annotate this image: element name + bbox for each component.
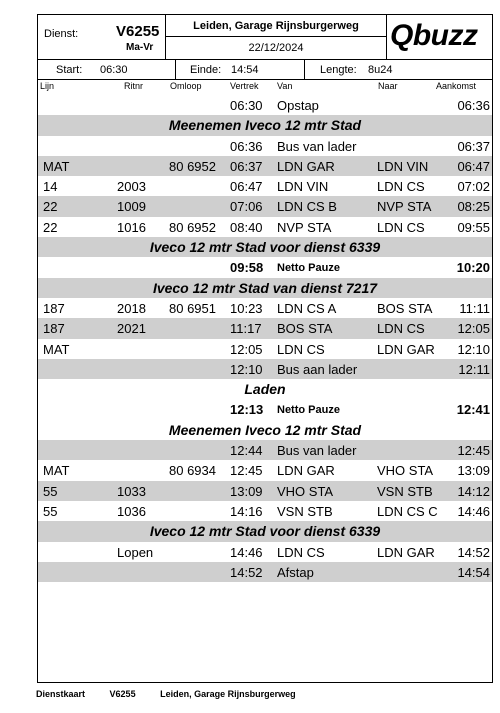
cell-naar: BOS STA	[377, 300, 433, 316]
col-van: Van	[277, 81, 293, 91]
cell-omloop: 80 6952	[169, 219, 216, 235]
cell-van: VHO STA	[277, 483, 334, 499]
cell-lijn: 22	[43, 219, 58, 235]
cell-ritnr: 1009	[117, 199, 146, 215]
divider	[304, 60, 305, 79]
cell-van: Opstap	[277, 98, 319, 113]
pause-row	[38, 399, 492, 419]
cell-van: BOS STA	[277, 321, 333, 337]
cell-van: VSN STB	[277, 503, 333, 519]
banner-text: Meenemen Iveco 12 mtr Stad	[168, 421, 362, 438]
section-banner	[38, 379, 492, 399]
table-row	[38, 339, 492, 359]
cell-vertrek: 13:09	[230, 483, 263, 499]
cell-vertrek: 14:46	[230, 544, 263, 560]
footer-label: Dienstkaart	[36, 689, 86, 699]
cell-vertrek: 12:13	[230, 402, 264, 418]
table-row	[38, 176, 492, 196]
length: 8u24	[368, 64, 393, 76]
cell-aankomst: 12:10	[457, 341, 490, 357]
cell-aankomst: 12:05	[457, 321, 490, 337]
cell-ritnr: 1036	[117, 503, 146, 519]
cell-lijn: 55	[43, 483, 58, 499]
length-label: Lengte:	[320, 64, 357, 76]
cell-vertrek: 12:44	[230, 443, 263, 459]
cell-van: LDN CS	[277, 544, 325, 560]
times-bar	[38, 60, 492, 80]
table-row	[38, 542, 492, 562]
cell-aankomst: 12:11	[458, 361, 490, 377]
cell-vertrek: 08:40	[230, 219, 263, 235]
banner-text: Iveco 12 mtr Stad van dienst 7217	[152, 279, 378, 296]
cell-aankomst: 11:11	[459, 300, 490, 316]
col-naar: Naar	[378, 81, 398, 91]
divider	[175, 60, 176, 79]
cell-vertrek: 06:30	[230, 98, 263, 113]
cell-vertrek: 14:16	[230, 503, 263, 519]
section-banner	[38, 115, 492, 135]
cell-van: LDN VIN	[277, 179, 329, 195]
cell-vertrek: 06:37	[230, 158, 263, 174]
footer-number: V6255	[109, 689, 136, 699]
cell-naar: VSN STB	[377, 483, 433, 499]
cell-vertrek: 12:10	[230, 361, 263, 377]
cell-lijn: 187	[43, 300, 65, 316]
col-vertrek: Vertrek	[230, 81, 259, 91]
cell-naar: LDN CS C	[377, 503, 438, 519]
cell-ritnr: 1016	[117, 219, 146, 235]
cell-van: LDN GAR	[277, 158, 335, 174]
end-time: 14:54	[231, 64, 259, 76]
cell-omloop: 80 6951	[169, 300, 216, 316]
dienst-number: V6255	[116, 23, 160, 40]
dienst-days: Ma-Vr	[126, 42, 154, 53]
cell-aankomst: 14:52	[457, 544, 490, 560]
start-time: 06:30	[100, 64, 128, 76]
cell-vertrek: 12:05	[230, 341, 263, 357]
cell-aankomst: 12:45	[457, 443, 490, 459]
cell-van: LDN CS	[277, 341, 325, 357]
section-banner	[38, 420, 492, 440]
cell-lijn: MAT	[43, 341, 70, 357]
cell-naar: NVP STA	[377, 199, 432, 215]
cell-aankomst: 14:46	[457, 503, 490, 519]
dienst-label: Dienst:	[44, 28, 79, 40]
cell-van: NVP STA	[277, 219, 332, 235]
table-row	[38, 440, 492, 460]
cell-naar: LDN GAR	[377, 341, 435, 357]
table-row	[38, 562, 492, 582]
cell-naar: LDN GAR	[377, 544, 435, 560]
cell-ritnr: 2018	[117, 300, 146, 316]
col-aankomst: Aankomst	[436, 81, 477, 91]
cell-aankomst: 14:54	[457, 564, 490, 580]
cell-van: Bus van lader	[277, 138, 357, 154]
cell-van: Bus aan lader	[277, 361, 358, 377]
cell-lijn: 14	[43, 179, 58, 195]
table-row	[38, 501, 492, 521]
cell-aankomst: 06:47	[457, 158, 490, 174]
cell-omloop: 80 6934	[169, 463, 216, 479]
cell-vertrek: 14:52	[230, 564, 263, 580]
cell-aankomst: 14:12	[457, 483, 490, 499]
table-row	[38, 318, 492, 338]
cell-lijn: 22	[43, 199, 58, 215]
divider	[165, 36, 386, 37]
cell-van: LDN CS B	[277, 199, 337, 215]
start-label: Start:	[56, 64, 83, 76]
col-ritnr: Ritnr	[124, 81, 144, 91]
date: 22/12/2024	[248, 42, 304, 54]
cell-vertrek: 09:58	[230, 260, 264, 276]
cell-van: Netto Pauze	[277, 404, 340, 417]
cell-van: LDN GAR	[277, 463, 335, 479]
cell-vertrek: 06:47	[230, 179, 263, 195]
cell-van: Afstap	[277, 564, 314, 580]
table-row	[38, 217, 492, 237]
schedule-rows	[38, 95, 492, 582]
cell-ritnr: 2021	[117, 321, 146, 337]
cell-vertrek: 10:23	[230, 300, 263, 316]
cell-van: Netto Pauze	[277, 262, 340, 275]
location: Leiden, Garage Rijnsburgerweg	[193, 20, 359, 32]
cell-aankomst: 08:25	[457, 199, 490, 215]
table-row	[38, 136, 492, 156]
cell-ritnr: 1033	[117, 483, 146, 499]
section-banner	[38, 521, 492, 541]
cell-vertrek: 11:17	[230, 321, 262, 337]
section-banner	[38, 278, 492, 298]
cell-vertrek: 06:36	[230, 138, 263, 154]
table-row	[38, 359, 492, 379]
table-row	[38, 481, 492, 501]
table-row	[38, 196, 492, 216]
qbuzz-logo: Qbuzz	[390, 19, 478, 52]
table-row	[38, 460, 492, 480]
table-row	[38, 298, 492, 318]
cell-lijn: MAT	[43, 158, 70, 174]
cell-lijn: MAT	[43, 463, 70, 479]
banner-text: Iveco 12 mtr Stad voor dienst 6339	[149, 239, 381, 256]
cell-aankomst: 13:09	[457, 463, 490, 479]
cell-aankomst: 10:20	[456, 260, 490, 276]
cell-lijn: 187	[43, 321, 65, 337]
cell-naar: VHO STA	[377, 463, 434, 479]
cell-naar: LDN CS	[377, 321, 425, 337]
cell-ritnr: Lopen	[117, 544, 154, 560]
cell-van: Bus van lader	[277, 443, 357, 459]
divider	[386, 15, 387, 59]
cell-naar: LDN CS	[377, 219, 425, 235]
cell-aankomst: 12:41	[456, 402, 490, 418]
cell-omloop: 80 6952	[169, 158, 216, 174]
cell-aankomst: 07:02	[457, 179, 490, 195]
service-card	[37, 14, 493, 683]
section-banner	[38, 237, 492, 257]
cell-aankomst: 06:36	[457, 98, 490, 113]
footer-location: Leiden, Garage Rijnsburgerweg	[160, 689, 296, 699]
cell-van: LDN CS A	[277, 300, 337, 316]
footer	[36, 689, 318, 699]
cell-ritnr: 2003	[117, 179, 146, 195]
table-row	[38, 156, 492, 176]
cell-vertrek: 12:45	[230, 463, 263, 479]
col-omloop: Omloop	[170, 81, 202, 91]
pause-row	[38, 257, 492, 277]
cell-aankomst: 09:55	[457, 219, 490, 235]
cell-aankomst: 06:37	[457, 138, 490, 154]
banner-text: Laden	[244, 381, 286, 398]
col-lijn: Lijn	[40, 81, 55, 91]
end-label: Einde:	[190, 64, 222, 76]
cell-lijn: 55	[43, 503, 58, 519]
cell-naar: LDN CS	[377, 179, 425, 195]
cell-vertrek: 07:06	[230, 199, 263, 215]
column-headers	[38, 81, 492, 93]
banner-text: Meenemen Iveco 12 mtr Stad	[168, 117, 362, 134]
cell-naar: LDN VIN	[377, 158, 429, 174]
banner-text: Iveco 12 mtr Stad voor dienst 6339	[149, 523, 381, 540]
table-row	[38, 95, 492, 115]
card-header	[38, 15, 492, 60]
